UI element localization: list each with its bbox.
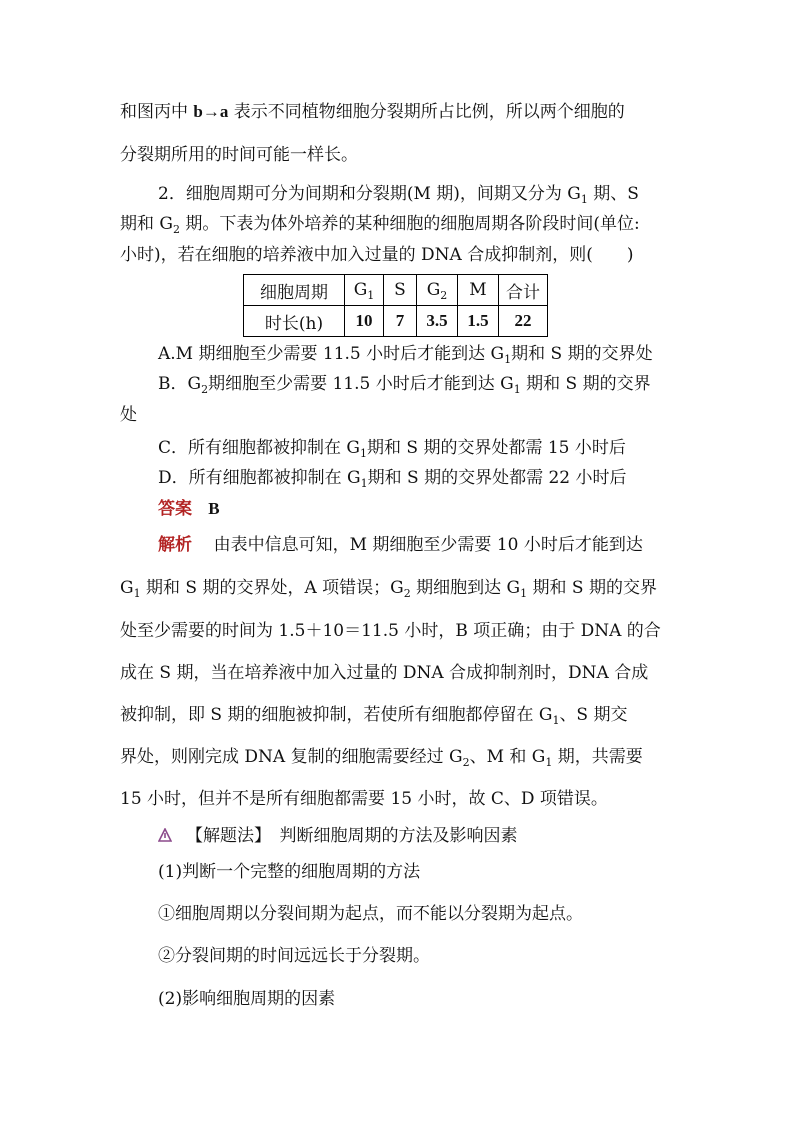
text-span: 期细胞到达 G [410, 578, 521, 598]
subscript: 2 [440, 289, 448, 302]
subscript: 1 [520, 587, 528, 600]
cell-text: 合计 [506, 282, 540, 303]
method-title [186, 824, 518, 848]
text-span: ①细胞周期以分裂间期为起点，而不能以分裂期为起点。 [158, 904, 583, 924]
text-span: ②分裂间期的时间远远长于分裂期。 [158, 946, 430, 966]
cell-text: 时长(h) [264, 313, 324, 334]
subscript: 2 [172, 223, 180, 236]
analysis-label: 解析 [158, 535, 192, 555]
subscript: 1 [580, 193, 588, 206]
text-span: 处至少需要的时间为 1.5＋10＝11.5 小时，B 项正确；由于 DNA 的合 [120, 621, 661, 641]
question-line [158, 182, 639, 206]
text-span: D．所有细胞都被抑制在 G [158, 468, 361, 488]
text-span: 期和 S 期的交界 [520, 374, 651, 394]
text-line [120, 100, 625, 124]
analysis-line [158, 533, 643, 557]
cell-text: G [353, 280, 368, 300]
cell-cycle-table [243, 274, 548, 337]
table-header-cell [384, 275, 417, 306]
table-cell [384, 306, 417, 337]
text-span: 2．细胞周期可分为间期和分裂期(M 期)，间期又分为 G [158, 184, 581, 204]
subscript: 1 [360, 477, 368, 490]
text-span: 处 [120, 405, 137, 425]
method-item [158, 902, 583, 926]
analysis-line [120, 787, 608, 811]
text-span: 小时)，若在细胞的培养液中加入过量的 DNA 合成抑制剂，则( ) [120, 245, 634, 265]
method-item [158, 944, 430, 968]
text-span: 期和 S 期的交界处，A 项错误；G [140, 578, 404, 598]
analysis-line [120, 661, 648, 685]
question-line [120, 243, 634, 267]
text-span: 期和 S 期的交界处 [511, 344, 653, 364]
table-row [244, 306, 548, 337]
answer-value: B [208, 499, 220, 518]
subscript: 1 [133, 587, 141, 600]
cell-text: 1.5 [467, 311, 489, 330]
text-span: G [120, 578, 134, 598]
question-line [120, 212, 640, 236]
text-span: 成在 S 期，当在培养液中加入过量的 DNA 合成抑制剂时，DNA 合成 [120, 663, 649, 683]
subscript: 1 [367, 289, 375, 302]
subscript: 2 [403, 587, 411, 600]
option-c [158, 436, 626, 460]
table-cell [244, 306, 345, 337]
text-span: B．G [158, 374, 202, 394]
text-span: 期和 G [120, 214, 173, 234]
text-span: 、S 期交 [559, 705, 628, 725]
text-span: 被抑制，即 S 期的细胞被抑制，若使所有细胞都停留在 G [120, 705, 553, 725]
cell-text: G [426, 280, 441, 300]
text-span: 界处，则刚完成 DNA 复制的细胞需要经过 G [120, 747, 463, 767]
subscript: 1 [360, 447, 367, 460]
text-span: 由表中信息可知，M 期细胞至少需要 10 小时后才能到达 [213, 535, 643, 555]
cell-text: 3.5 [426, 311, 448, 330]
table-header-cell [345, 275, 384, 306]
analysis-line [120, 745, 643, 769]
subscript: 1 [504, 353, 512, 366]
text-line [120, 143, 358, 167]
answer-line [158, 497, 220, 521]
option-b-cont [120, 403, 137, 427]
text-span: 和图丙中 [120, 102, 194, 122]
triangle-icon [158, 828, 172, 842]
table-cell [345, 306, 384, 337]
text-span: 期，共需要 [552, 747, 643, 767]
method-heading [158, 860, 420, 884]
table-header-row [244, 275, 548, 306]
answer-label: 答案 [158, 499, 192, 519]
table-cell [458, 306, 499, 337]
text-span: (1)判断一个完整的细胞周期的方法 [158, 862, 421, 882]
cell-text: M [469, 280, 487, 300]
text-span: b→a [193, 102, 229, 121]
text-span: 【解题法】 判断细胞周期的方法及影响因素 [186, 826, 518, 846]
text-span: 15 小时，但并不是所有细胞都需要 15 小时，故 C、D 项错误。 [120, 789, 608, 809]
text-span: C．所有细胞都被抑制在 G [158, 438, 360, 458]
table-header-cell [458, 275, 499, 306]
table-cell [417, 306, 458, 337]
table-cell [499, 306, 548, 337]
analysis-line [120, 576, 657, 600]
cell-text: 7 [395, 311, 405, 330]
cell-text: 细胞周期 [260, 282, 328, 303]
subscript: 2 [462, 756, 470, 769]
subscript: 2 [201, 383, 209, 396]
cell-text: 22 [514, 311, 532, 330]
text-span: (2)影响细胞周期的因素 [158, 989, 336, 1009]
table-header-cell [417, 275, 458, 306]
subscript: 1 [552, 714, 560, 727]
cell-text: S [394, 280, 406, 300]
text-span: 、M 和 G [469, 747, 546, 767]
table-header-cell [244, 275, 345, 306]
text-span: 期、S [587, 184, 639, 204]
text-span: A.M 期细胞至少需要 11.5 小时后才能到达 G [158, 344, 505, 364]
analysis-line [120, 619, 661, 643]
text-span: 表示不同植物细胞分裂期所占比例，所以两个细胞的 [228, 102, 625, 122]
option-b [158, 372, 651, 396]
option-d [158, 466, 627, 490]
text-span: 期和 S 期的交界处都需 15 小时后 [367, 438, 626, 458]
text-span: 期和 S 期的交界处都需 22 小时后 [367, 468, 627, 488]
text-span: 期。下表为体外培养的某种细胞的细胞周期各阶段时间(单位: [179, 214, 640, 234]
table-header-cell [499, 275, 548, 306]
text-span: 分裂期所用的时间可能一样长。 [120, 145, 358, 165]
subscript: 1 [513, 383, 521, 396]
cell-text: 10 [355, 311, 373, 330]
text-span: 期细胞至少需要 11.5 小时后才能到达 G [208, 374, 514, 394]
subscript: 1 [545, 756, 553, 769]
option-a [158, 342, 653, 366]
text-span: 期和 S 期的交界 [527, 578, 657, 598]
method-heading [158, 987, 335, 1011]
analysis-line [120, 703, 628, 727]
